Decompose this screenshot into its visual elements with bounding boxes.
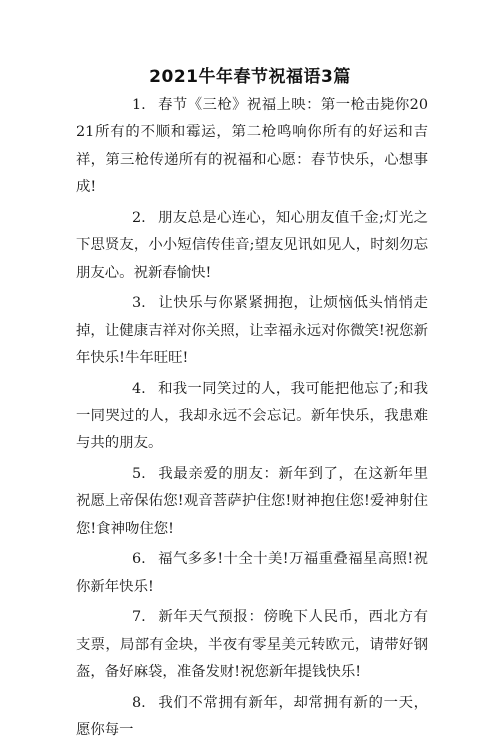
list-item xyxy=(76,205,428,287)
list-item xyxy=(76,290,428,372)
list-item xyxy=(76,546,428,601)
item-text: 和我一同笑过的人，我可能把他忘了;和我一同哭过的人，我却永远不会忘记。新年快乐，我患难与共的朋友。 xyxy=(76,380,428,452)
item-text: 我最亲爱的朋友：新年到了，在这新年里祝愿上帝保佑您!观音菩萨护住您!财神抱住您!爱神射住您!食神吻住您! xyxy=(76,466,428,537)
list-item xyxy=(76,92,428,202)
item-text: 春节《三枪》祝福上映：第一枪击毙你2021所有的不顺和霉运，第二枪鸣响你所有的好运和吉祥，第三枪传递所有的祝福和心愿：春节快乐，心想事成! xyxy=(76,97,428,196)
list-item xyxy=(76,376,428,458)
item-number: 4. xyxy=(132,380,146,397)
list-item xyxy=(76,690,428,745)
list-item xyxy=(76,604,428,686)
greeting-list xyxy=(76,92,428,748)
item-number: 3. xyxy=(132,295,146,312)
item-text: 我们不常拥有新年，却常拥有新的一天，愿你每一 xyxy=(76,694,428,739)
page-title: 2021牛年春节祝福语3篇 xyxy=(149,67,351,87)
item-number: 5. xyxy=(132,466,146,483)
item-number: 8. xyxy=(132,694,146,711)
item-number: 1. xyxy=(132,97,146,113)
item-text: 新年天气预报：傍晚下人民币，西北方有支票，局部有金块，半夜有零星美元转欧元，请带好钢盔，备好麻袋，准备发财!祝您新年提钱快乐! xyxy=(76,609,428,681)
item-text: 朋友总是心连心，知心朋友值千金;灯光之下思贤友，小小短信传佳音;望友见讯如见人，时刻勿忘朋友心。祝新春愉快! xyxy=(76,209,428,281)
item-number: 6. xyxy=(132,551,146,568)
item-text: 让快乐与你紧紧拥抱，让烦恼低头悄悄走掉，让健康吉祥对你关照，让幸福永远对你微笑!祝您新年快乐!牛年旺旺! xyxy=(76,295,428,367)
item-text: 福气多多!十全十美!万福重叠福星高照!祝你新年快乐! xyxy=(76,551,428,595)
item-number: 7. xyxy=(132,609,146,626)
item-number: 2. xyxy=(132,209,146,226)
list-item xyxy=(76,461,428,543)
